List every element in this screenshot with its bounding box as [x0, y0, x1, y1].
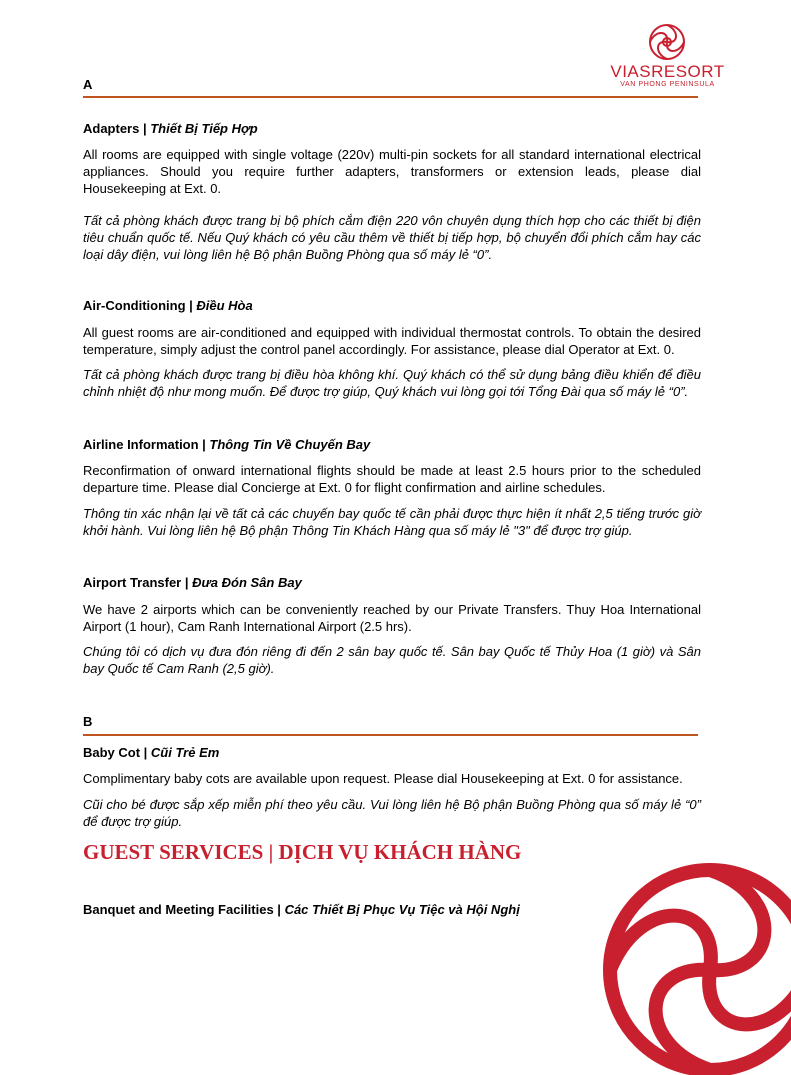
- entry-heading-baby-cot: [83, 744, 701, 761]
- entry-body-vi-adapters: Tất cả phòng khách được trang bị bộ phích cắm điện 220 vôn chuyên dụng thích hợp cho các thiết bị điện tiêu chuẩn quốc tế. Nếu Quý khách có yêu cầu thêm về thiết bị tiếp hợp, bộ chuyển đổi phích cắm hay các loại dây điện, vui lòng liên hệ Bộ phận Buồng Phòng qua số máy lẻ “0”.: [83, 213, 701, 262]
- heading-en: Airport Transfer |: [83, 575, 193, 590]
- entry-body-en-air-conditioning: All guest rooms are air-conditioned and equipped with individual thermostat controls. To obtain the desired temperature, simply adjust the control panel accordingly. For assistance, please dial Operator at Ext. 0.: [83, 325, 701, 357]
- heading-en: Airline Information |: [83, 437, 210, 452]
- guest-services-title: GUEST SERVICES | DỊCH VỤ KHÁCH HÀNG: [83, 840, 522, 864]
- decorative-flower-icon: [590, 855, 791, 1075]
- entry-heading-airline-information: [83, 436, 701, 453]
- entry-heading-airport-transfer: [83, 574, 701, 591]
- flower-icon: [647, 22, 687, 62]
- brand-name: VIASRESORT: [610, 62, 725, 81]
- section-divider-b: [83, 734, 698, 736]
- entry-body-vi-baby-cot: Cũi cho bé được sắp xếp miễn phí theo yêu cầu. Vui lòng liên hệ Bộ phận Buồng Phòng qua số máy lẻ “0” để được trợ giúp.: [83, 797, 701, 829]
- entry-body-vi-airline-information: Thông tin xác nhận lại về tất cả các chuyến bay quốc tế cần phải được thực hiện ít nhất 2,5 tiếng trước giờ khởi hành. Vui lòng liên hệ Bộ phận Thông Tin Khách Hàng qua số máy lẻ "3" để được trợ giúp.: [83, 506, 701, 538]
- section-letter-a: A: [83, 77, 93, 92]
- brand-tagline: VAN PHONG PENINSULA: [620, 81, 715, 88]
- entry-body-vi-air-conditioning: Tất cả phòng khách được trang bị điều hòa không khí. Quý khách có thể sử dụng bảng điều khiển để điều chỉnh nhiệt độ như mong muốn. Để được trợ giúp, Quý khách vui lòng gọi tới Tổng Đài qua số máy lẻ “0”.: [83, 367, 701, 399]
- heading-vi: Thiết Bị Tiếp Hợp: [150, 121, 258, 136]
- section-divider-a: [83, 96, 698, 98]
- entry-body-en-airline-information: Reconfirmation of onward international flights should be made at least 2.5 hours prior to the scheduled departure time. Please dial Concierge at Ext. 0 for flight confirmation and airline schedules.: [83, 463, 701, 495]
- heading-en: Banquet and Meeting Facilities |: [83, 902, 285, 917]
- heading-en: Adapters |: [83, 121, 151, 136]
- heading-vi: Điều Hòa: [196, 298, 253, 313]
- entry-body-en-airport-transfer: We have 2 airports which can be conveniently reached by our Private Transfers. Thuy Hoa International Airport (1 hour), Cam Ranh International Airport (2.5 hrs).: [83, 602, 701, 634]
- entry-heading-air-conditioning: [83, 297, 701, 314]
- entry-heading-adapters: [83, 120, 701, 137]
- heading-en: Baby Cot |: [83, 745, 151, 760]
- section-letter-b: B: [83, 714, 93, 729]
- entry-body-en-baby-cot: Complimentary baby cots are available upon request. Please dial Housekeeping at Ext. 0 for assistance.: [83, 771, 683, 786]
- entry-body-en-adapters: All rooms are equipped with single voltage (220v) multi-pin sockets for all standard international electrical appliances. Should you require further adapters, transformers or extension leads, please dial Housekeeping at Ext. 0.: [83, 147, 701, 196]
- heading-vi: Đưa Đón Sân Bay: [192, 575, 302, 590]
- heading-vi: Các Thiết Bị Phục Vụ Tiệc và Hội Nghị: [284, 902, 520, 917]
- entry-body-vi-airport-transfer: Chúng tôi có dịch vụ đưa đón riêng đi đến 2 sân bay quốc tế. Sân bay Quốc tế Thủy Hoa (1 giờ) và Sân bay Quốc tế Cam Ranh (2,5 giờ).: [83, 644, 701, 676]
- heading-en: Air-Conditioning |: [83, 298, 197, 313]
- heading-vi: Cũi Trẻ Em: [150, 745, 220, 760]
- heading-vi: Thông Tin Về Chuyến Bay: [209, 437, 371, 452]
- entry-heading-banquet: [83, 901, 701, 918]
